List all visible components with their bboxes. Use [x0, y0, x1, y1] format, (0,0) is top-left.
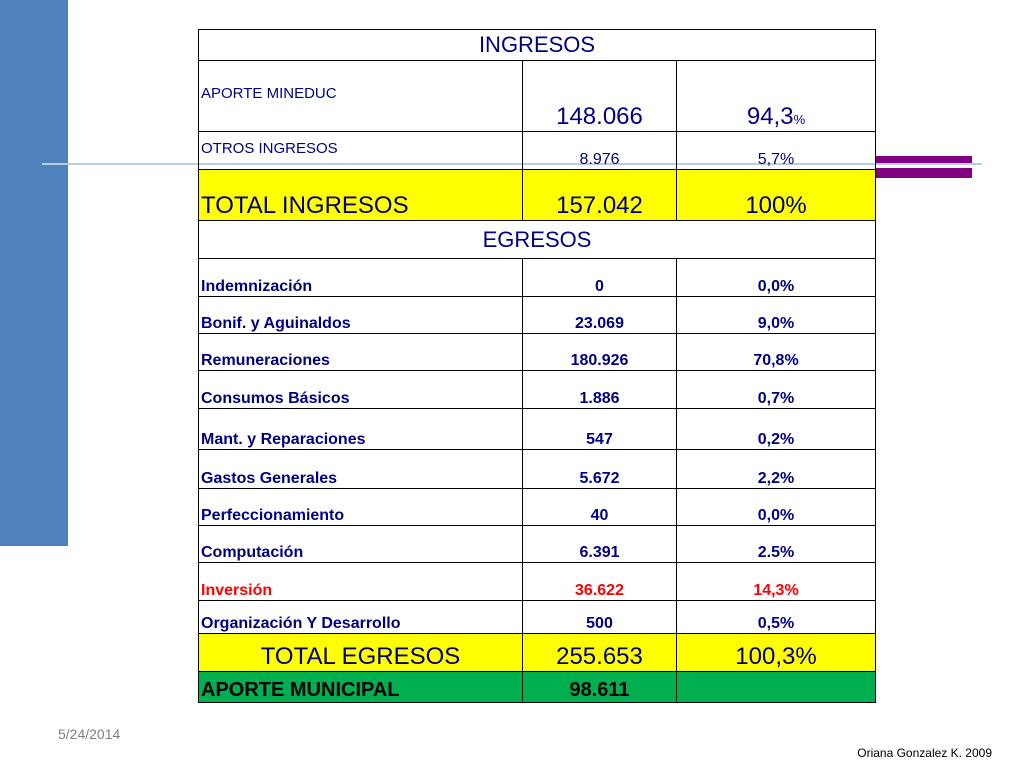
- row-label: Remuneraciones: [199, 334, 523, 371]
- row-amount: 6.391: [523, 526, 677, 563]
- aporte-municipal-amount: 98.611: [523, 672, 677, 703]
- row-percent: 2.5%: [677, 526, 876, 563]
- row-percent-value: 94,3: [746, 103, 794, 130]
- row-percent: 0,5%: [677, 601, 876, 634]
- row-label: Indemnización: [199, 259, 523, 297]
- footer-date: 5/24/2014: [58, 726, 121, 742]
- total-egresos-amount: 255.653: [523, 634, 677, 672]
- row-amount: 180.926: [523, 334, 677, 371]
- row-amount: 23.069: [523, 297, 677, 334]
- row-percent-unit: %: [793, 112, 806, 127]
- row-label: Mant. y Reparaciones: [199, 409, 523, 450]
- row-percent: 0,0%: [677, 489, 876, 526]
- table-row: [199, 259, 876, 297]
- table-row: [199, 297, 876, 334]
- row-label: Computación: [199, 526, 523, 563]
- row-label: Gastos Generales: [199, 450, 523, 489]
- row-percent: 14,3%: [677, 563, 876, 601]
- total-ingresos-amount: 157.042: [523, 170, 677, 221]
- row-amount: 148.066: [523, 61, 677, 132]
- table-row: [199, 132, 876, 170]
- row-amount: 8.976: [523, 132, 677, 170]
- left-accent-bar: [0, 0, 68, 546]
- table-row: [199, 526, 876, 563]
- egresos-header-row: [199, 221, 876, 259]
- row-label: Consumos Básicos: [199, 371, 523, 409]
- row-label: Inversión: [199, 563, 523, 601]
- row-label: Perfeccionamiento: [199, 489, 523, 526]
- row-label: Bonif. y Aguinaldos: [199, 297, 523, 334]
- table-row: [199, 489, 876, 526]
- budget-table: [198, 29, 876, 703]
- row-percent: 2,2%: [677, 450, 876, 489]
- row-percent: 0,7%: [677, 371, 876, 409]
- aporte-municipal-row: [199, 672, 876, 703]
- table-row: [199, 601, 876, 634]
- row-amount: 5.672: [523, 450, 677, 489]
- total-ingresos-percent: 100%: [677, 170, 876, 221]
- row-label: Organización Y Desarrollo: [199, 601, 523, 634]
- total-egresos-percent: 100,3%: [677, 634, 876, 672]
- ingresos-header: INGRESOS: [199, 30, 876, 61]
- egresos-header: EGRESOS: [199, 221, 876, 259]
- row-percent: 0,0%: [677, 259, 876, 297]
- row-percent: 70,8%: [677, 334, 876, 371]
- footer-author: Oriana Gonzalez K. 2009: [857, 746, 992, 760]
- row-amount: 500: [523, 601, 677, 634]
- purple-stripe-top: [876, 156, 972, 163]
- row-amount: 1.886: [523, 371, 677, 409]
- table-row: [199, 409, 876, 450]
- total-ingresos-row: [199, 170, 876, 221]
- row-percent: 9,0%: [677, 297, 876, 334]
- table-row: [199, 371, 876, 409]
- table-row: [199, 563, 876, 601]
- row-amount: 0: [523, 259, 677, 297]
- row-percent: 0,2%: [677, 409, 876, 450]
- table-row: [199, 61, 876, 132]
- row-label: APORTE MINEDUC: [199, 61, 523, 132]
- row-amount: 36.622: [523, 563, 677, 601]
- row-percent: 5,7%: [677, 132, 876, 170]
- ingresos-header-row: [199, 30, 876, 61]
- row-amount: 547: [523, 409, 677, 450]
- purple-stripe-bottom: [876, 168, 972, 178]
- row-percent: [677, 61, 876, 132]
- row-amount: 40: [523, 489, 677, 526]
- total-egresos-row: [199, 634, 876, 672]
- aporte-municipal-empty: [677, 672, 876, 703]
- row-label: OTROS INGRESOS: [199, 132, 523, 170]
- table-row: [199, 334, 876, 371]
- aporte-municipal-label: APORTE MUNICIPAL: [199, 672, 523, 703]
- total-ingresos-label: TOTAL INGRESOS: [199, 170, 523, 221]
- total-egresos-label: TOTAL EGRESOS: [199, 634, 523, 672]
- table-row: [199, 450, 876, 489]
